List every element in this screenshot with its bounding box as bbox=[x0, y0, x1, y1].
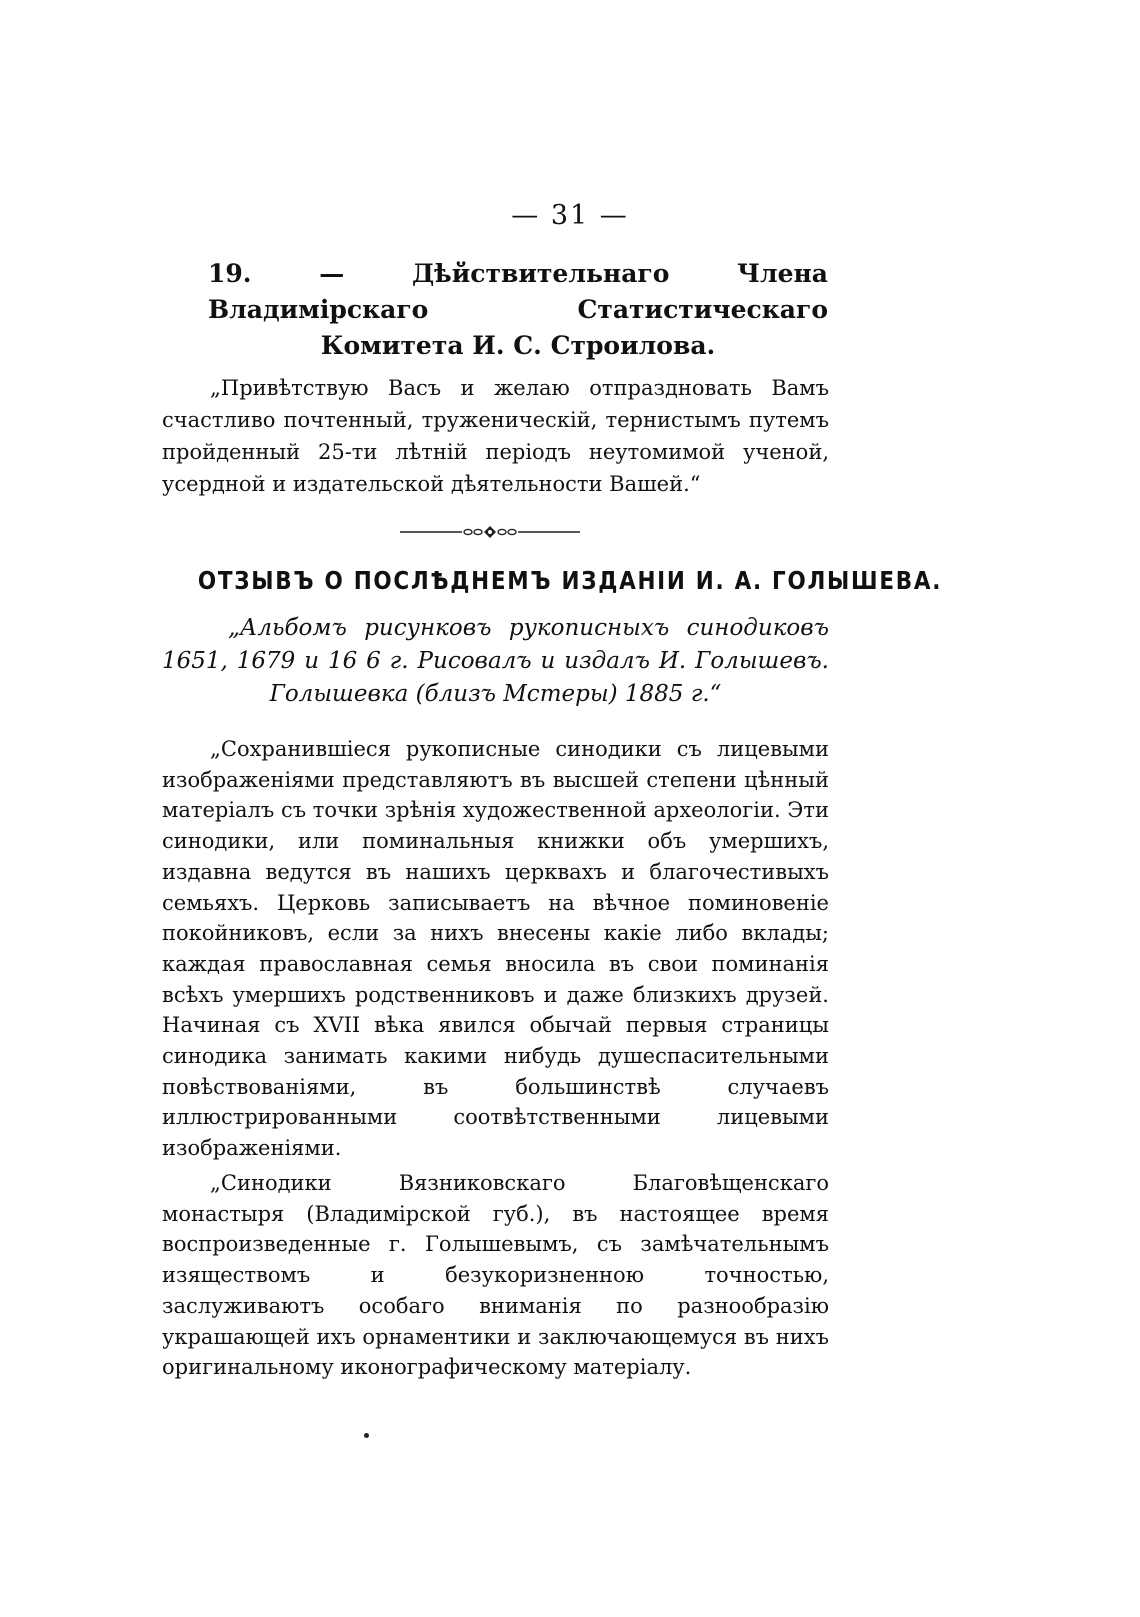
album-citation: „Альбомъ рисунковъ рукописныхъ синодиковъ 1651, 1679 и 16 6 г. Рисовалъ и издалъ И. Голышевъ. Голышевка (близъ Мстеры) 1885 г.“ bbox=[162, 615, 829, 707]
section-heading: 19. — Дѣйствительнаго Члена Владимірскаго Статистическаго Комитета И. С. Строилова. bbox=[208, 259, 828, 360]
ink-speck bbox=[364, 1433, 369, 1438]
review-paragraph-1: „Сохранившіеся рукописные синодики съ лицевыми изображеніями представляютъ въ высшей степени цѣнный матеріалъ съ точки зрѣнія художественной археологіи. Эти синодики, или поминальныя книжки объ умершихъ, издавна ведутся въ нашихъ церквахъ и благочестивыхъ семьяхъ. Церковь записываетъ на вѣчное поминовеніе покойниковъ, если за нихъ внесены какіе либо вклады; каждая православная семья вносила въ свои поминанія всѣхъ умершихъ родственниковъ и даже близкихъ друзей. Начиная съ XVII вѣка явился обычай первыя страницы синодика занимать какими нибудь душеспасительными повѣствованіями, въ большинствѣ случаевъ иллюстрированными соотвѣтственными лицевыми изображеніями. bbox=[162, 737, 829, 1161]
page-number: — 31 — bbox=[511, 200, 629, 231]
review-title: ОТЗЫВЪ О ПОСЛѢДНЕМЪ ИЗДАНІИ И. А. ГОЛЫШЕВА. bbox=[197, 566, 943, 595]
ornament-divider bbox=[400, 522, 580, 542]
greeting-paragraph: „Привѣтствую Васъ и желаю отпраздновать Вамъ счастливо почтенный, труженическій, тернистымъ путемъ пройденный 25-ти лѣтній періодъ неутомимой ученой, усердной и издательской дѣятельности Вашей.“ bbox=[162, 376, 829, 496]
review-paragraph-2: „Синодики Вязниковскаго Благовѣщенскаго монастыря (Владимірской губ.), въ настоящее время воспроизведенные г. Голышевымъ, съ замѣчательнымъ изяществомъ и безукоризненною точностью, заслуживаютъ особаго вниманія по разнообразію украшающей ихъ орнаментики и заключающемуся въ нихъ оригинальному иконографическому матеріалу. bbox=[162, 1171, 829, 1380]
